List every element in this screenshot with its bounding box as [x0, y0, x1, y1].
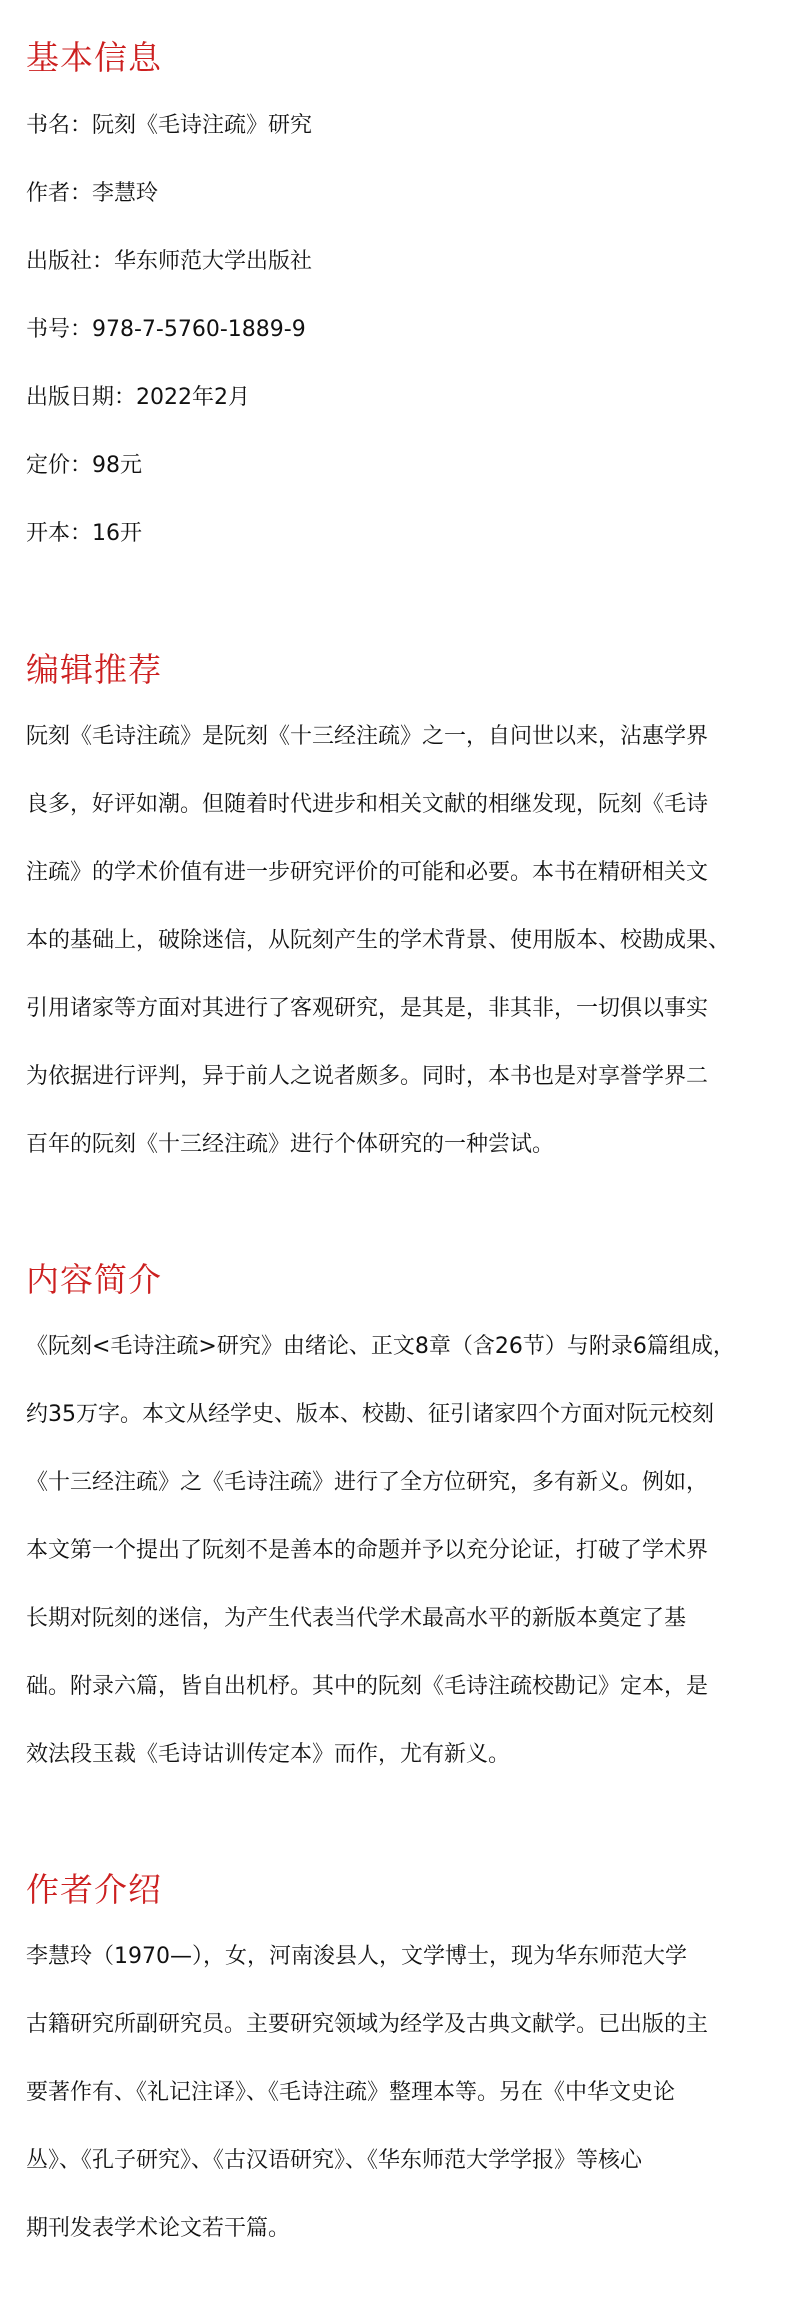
basic-info-section — [26, 38, 766, 587]
editor-recommendation-section — [26, 650, 766, 1198]
content-summary-section — [26, 1260, 766, 1808]
recommendation-text-line: 引用诸家等方面对其进行了客观研究，是其是，非其非，一切俱以事实 — [26, 996, 709, 1021]
summary-text-line: 《十三经注疏》之《毛诗注疏》进行了全方位研究，多有新义。例如， — [26, 1470, 709, 1495]
recommendation-text-line: 为依据进行评判，异于前人之说者颇多。同时，本书也是对享誉学界二 — [26, 1064, 709, 1089]
author-intro-section — [26, 1870, 766, 2282]
author-text-line: 古籍研究所副研究员。主要研究领域为经学及古典文献学。已出版的主 — [26, 2012, 709, 2037]
editor-recommendation-heading: 编辑推荐 — [26, 650, 162, 689]
publisher-line: 出版社：华东师范大学出版社 — [26, 249, 313, 274]
recommendation-text-line: 注疏》的学术价值有进一步研究评价的可能和必要。本书在精研相关文 — [26, 860, 709, 885]
summary-text-line: 《阮刻<毛诗注疏>研究》由绪论、正文8章（含26节）与附录6篇组成， — [26, 1334, 735, 1359]
summary-text-line: 约35万字。本文从经学史、版本、校勘、征引诸家四个方面对阮元校刻 — [26, 1402, 714, 1427]
content-summary-heading: 内容简介 — [26, 1260, 162, 1299]
price-line: 定价：98元 — [26, 453, 142, 478]
author-text-line: 李慧玲（1970—），女，河南浚县人，文学博士，现为华东师范大学 — [26, 1944, 687, 1969]
recommendation-text-line: 良多，好评如潮。但随着时代进步和相关文献的相继发现，阮刻《毛诗 — [26, 792, 709, 817]
recommendation-text-line: 本的基础上，破除迷信，从阮刻产生的学术背景、使用版本、校勘成果、 — [26, 928, 731, 953]
basic-info-heading: 基本信息 — [26, 38, 162, 77]
isbn-line: 书号：978-7-5760-1889-9 — [26, 317, 306, 342]
summary-text-line: 础。附录六篇，皆自出机杼。其中的阮刻《毛诗注疏校勘记》定本，是 — [26, 1674, 709, 1699]
format-line: 开本：16开 — [26, 521, 142, 546]
summary-text-line: 效法段玉裁《毛诗诂训传定本》而作，尤有新义。 — [26, 1742, 511, 1767]
author-line: 作者：李慧玲 — [26, 181, 159, 206]
recommendation-text-line: 阮刻《毛诗注疏》是阮刻《十三经注疏》之一，自问世以来，沾惠学界 — [26, 724, 709, 749]
author-text-line: 丛》、《孔子研究》、《古汉语研究》、《华东师范大学学报》等核心 — [26, 2148, 643, 2173]
recommendation-text-line: 百年的阮刻《十三经注疏》进行个体研究的一种尝试。 — [26, 1132, 555, 1157]
book-title-line: 书名：阮刻《毛诗注疏》研究 — [26, 113, 313, 138]
author-intro-heading: 作者介绍 — [26, 1870, 162, 1909]
author-text-line: 期刊发表学术论文若干篇。 — [26, 2216, 291, 2241]
publish-date-line: 出版日期：2022年2月 — [26, 385, 250, 410]
summary-text-line: 长期对阮刻的迷信，为产生代表当代学术最高水平的新版本奠定了基 — [26, 1606, 687, 1631]
summary-text-line: 本文第一个提出了阮刻不是善本的命题并予以充分论证，打破了学术界 — [26, 1538, 709, 1563]
author-text-line: 要著作有、《礼记注译》、《毛诗注疏》整理本等。另在《中华文史论 — [26, 2080, 676, 2105]
